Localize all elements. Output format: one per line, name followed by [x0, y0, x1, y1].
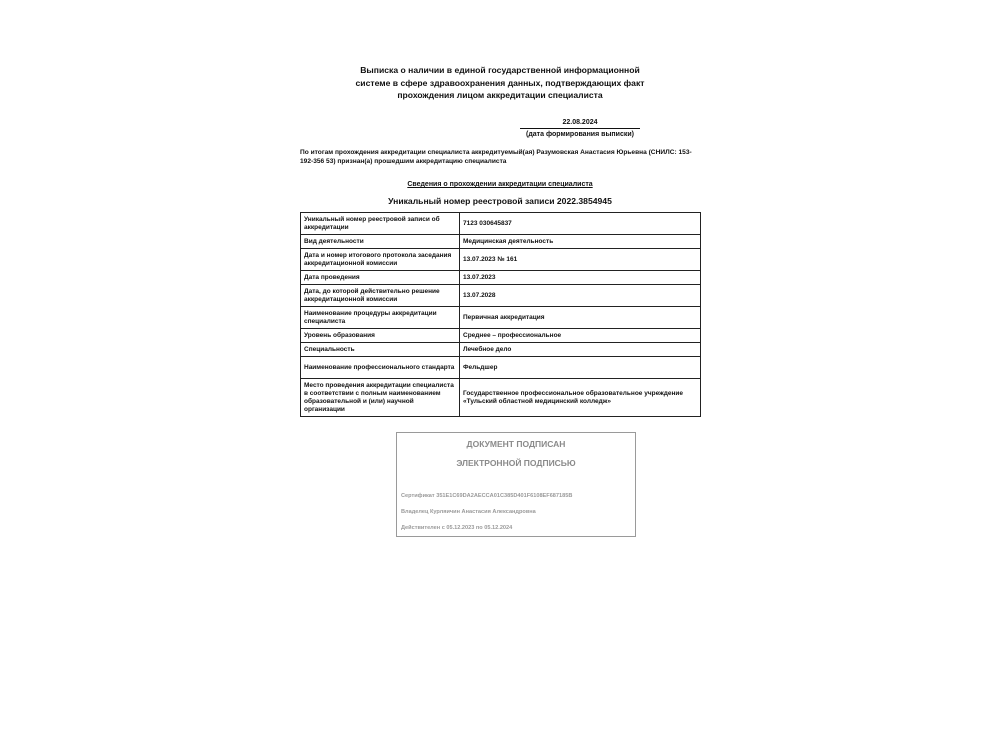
- row-value: Фельдшер: [460, 357, 701, 379]
- table-row: [301, 271, 701, 285]
- stamp-owner: Владелец Курляичин Анастасия Александровна: [401, 509, 536, 515]
- stamp-certificate: Сертификат 351E1C69DA2AECCA01C385D401F6108EF687185B: [401, 493, 573, 499]
- row-value: 7123 030645837: [460, 213, 701, 235]
- row-label: Дата и номер итогового протокола заседания аккредитационной комиссии: [301, 249, 460, 271]
- section-title: Сведения о прохождении аккредитации специалиста: [407, 181, 593, 188]
- table-row: [301, 285, 701, 307]
- row-value: Лечебное дело: [460, 343, 701, 357]
- row-value: 13.07.2023 № 161: [460, 249, 701, 271]
- row-label: Уникальный номер реестровой записи об аккредитации: [301, 213, 460, 235]
- row-value: Среднее – профессиональное: [460, 329, 701, 343]
- table-row: [301, 329, 701, 343]
- row-label: Специальность: [301, 343, 460, 357]
- stamp-title: ДОКУМЕНТ ПОДПИСАН: [466, 439, 566, 449]
- accreditation-table: [300, 212, 701, 417]
- document-title: [300, 64, 700, 102]
- row-label: Наименование процедуры аккредитации специалиста: [301, 307, 460, 329]
- stamp-validity: Действителен с 05.12.2023 по 05.12.2024: [401, 525, 513, 531]
- row-value: Первичная аккредитация: [460, 307, 701, 329]
- generation-date: 22.08.2024: [520, 118, 640, 129]
- date-block: [520, 118, 640, 139]
- generation-date-caption: (дата формирования выписки): [526, 131, 634, 138]
- row-value: Государственное профессиональное образовательное учреждение «Тульский областной медицинский колледж»: [460, 379, 701, 417]
- table-row: [301, 235, 701, 249]
- electronic-signature-stamp: [396, 432, 636, 537]
- row-label: Вид деятельности: [301, 235, 460, 249]
- row-label: Уровень образования: [301, 329, 460, 343]
- title-line: системе в сфере здравоохранения данных, подтверждающих факт: [355, 77, 645, 88]
- table-row: [301, 249, 701, 271]
- row-value: 13.07.2028: [460, 285, 701, 307]
- intro-paragraph: По итогам прохождения аккредитации специалиста аккредитуемый(ая) Разумовская Анастасия Юрьевна (СНИЛС: 153-192-356 53) признан(а) прошедшим аккредитацию специалиста: [300, 149, 692, 165]
- table-row: [301, 357, 701, 379]
- title-line: Выписка о наличии в единой государственной информационной: [360, 65, 640, 75]
- stamp-subtitle: ЭЛЕКТРОННОЙ ПОДПИСЬЮ: [456, 458, 576, 468]
- row-label: Дата проведения: [301, 271, 460, 285]
- title-line: прохождения лицом аккредитации специалиста: [397, 90, 603, 100]
- table-row: [301, 343, 701, 357]
- row-label: Место проведения аккредитации специалиста в соответствии с полным наименованием образовательной и (или) научной организации: [301, 379, 460, 417]
- row-value: Медицинская деятельность: [460, 235, 701, 249]
- table-row: [301, 307, 701, 329]
- registry-number: Уникальный номер реестровой записи 2022.3854945: [388, 196, 612, 206]
- row-label: Дата, до которой действительно решение аккредитационной комиссии: [301, 285, 460, 307]
- table-row: [301, 379, 701, 417]
- row-label: Наименование профессионального стандарта: [301, 357, 460, 379]
- row-value: 13.07.2023: [460, 271, 701, 285]
- table-row: [301, 213, 701, 235]
